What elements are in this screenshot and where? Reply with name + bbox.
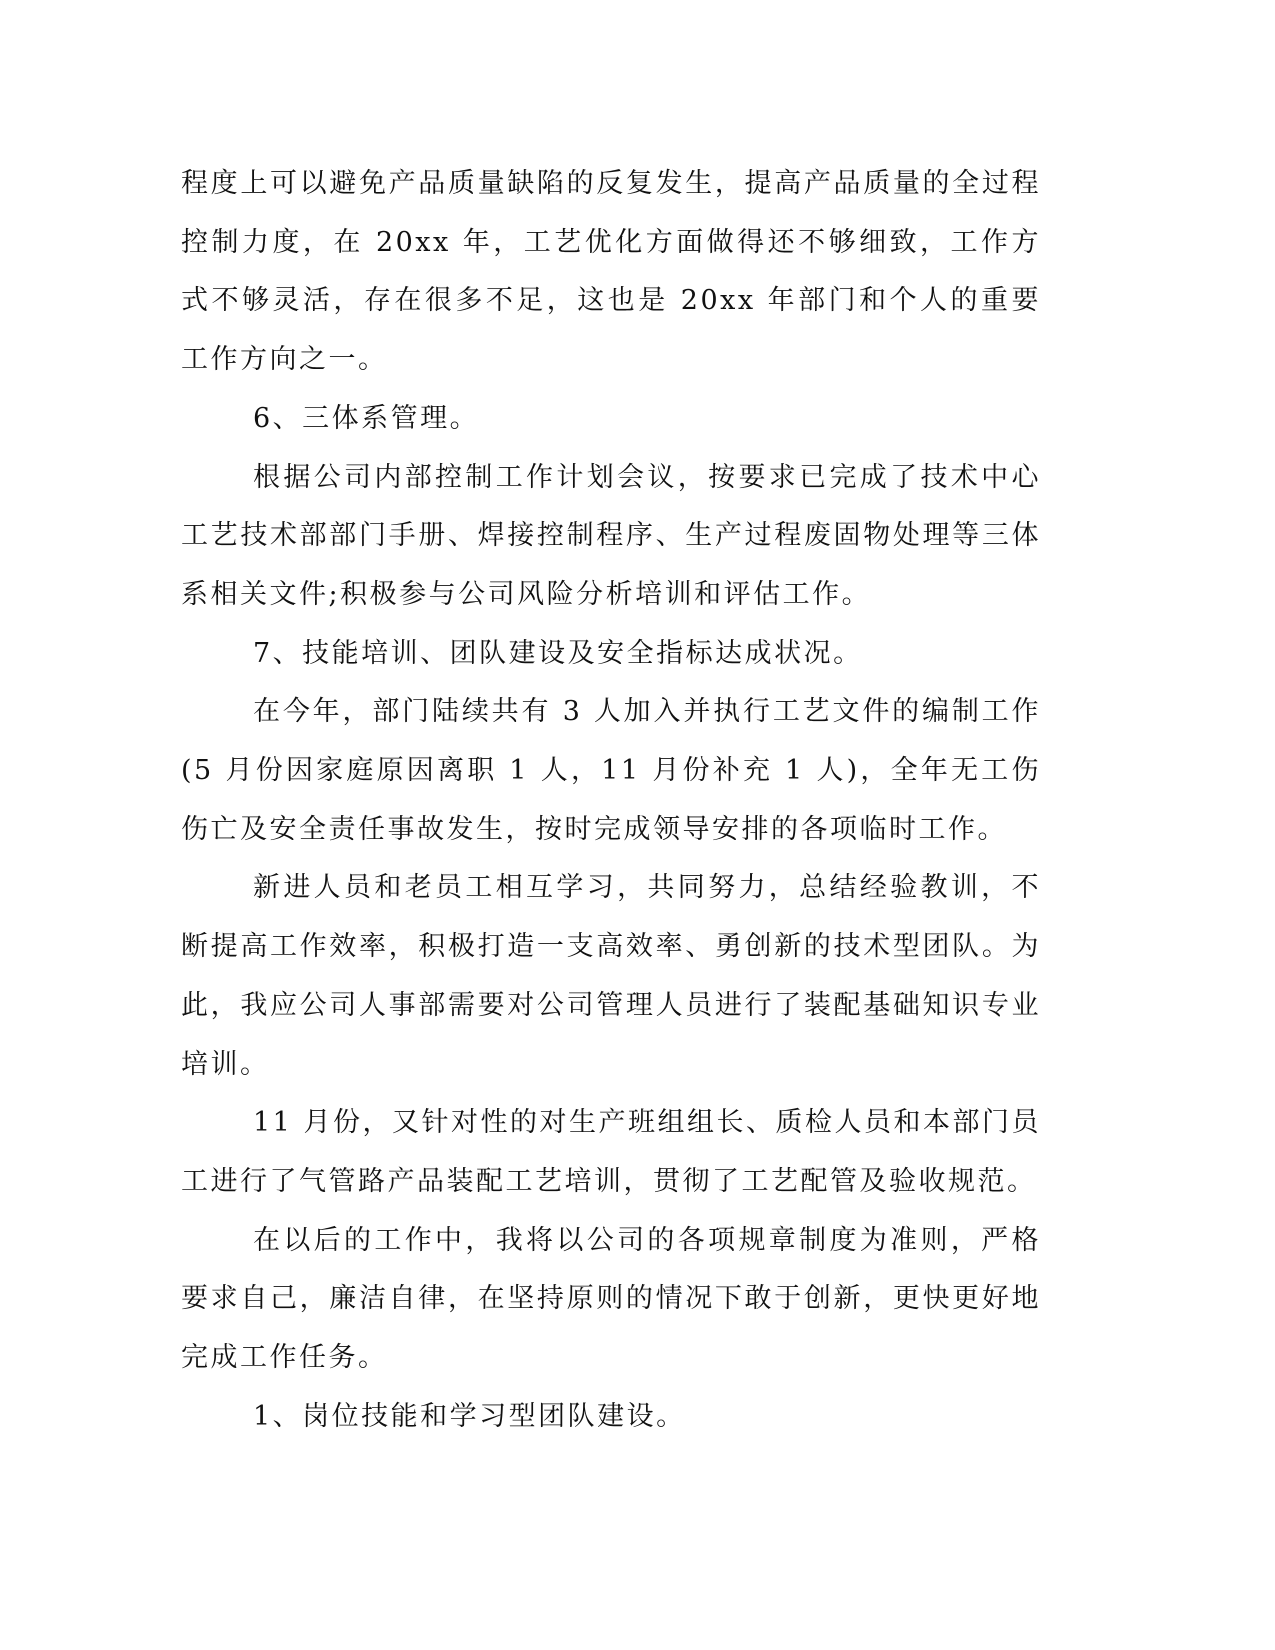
heading-item-7: 7、技能培训、团队建设及安全指标达成状况。: [253, 637, 863, 669]
paragraph-training: 11 月份，又针对性的对生产班组组长、质检人员和本部门员工进行了气管路产品装配工艺培训，贯彻了工艺配管及验收规范。: [181, 1107, 1041, 1197]
heading-item-6: 6、三体系管理。: [253, 402, 480, 434]
paragraph-system-management: 根据公司内部控制工作计划会议，按要求已完成了技术中心工艺技术部部门手册、焊接控制程序、生产过程废固物处理等三体系相关文件;积极参与公司风险分析培训和评估工作。: [181, 461, 1041, 610]
heading-item-1: 1、岗位技能和学习型团队建设。: [253, 1400, 686, 1432]
paragraph-team-building: 新进人员和老员工相互学习，共同努力，总结经验教训，不断提高工作效率，积极打造一支高效率、勇创新的技术型团队。为此，我应公司人事部需要对公司管理人员进行了装配基础知识专业培训。: [181, 872, 1041, 1080]
paragraph-continuation: 程度上可以避免产品质量缺陷的反复发生，提高产品质量的全过程控制力度，在 20xx 年，工艺优化方面做得还不够细致，工作方式不够灵活，存在很多不足，这也是 20xx 年部门和个人的重要工作方向之一。: [181, 168, 1041, 376]
paragraph-future-work: 在以后的工作中，我将以公司的各项规章制度为准则，严格要求自己，廉洁自律，在坚持原则的情况下敢于创新，更快更好地完成工作任务。: [181, 1224, 1041, 1374]
paragraph-staffing: 在今年，部门陆续共有 3 人加入并执行工艺文件的编制工作(5 月份因家庭原因离职 1 人，11 月份补充 1 人)，全年无工伤伤亡及安全责任事故发生，按时完成领导安排的各项临时工作。: [181, 696, 1041, 845]
document-body: [181, 155, 1041, 1446]
